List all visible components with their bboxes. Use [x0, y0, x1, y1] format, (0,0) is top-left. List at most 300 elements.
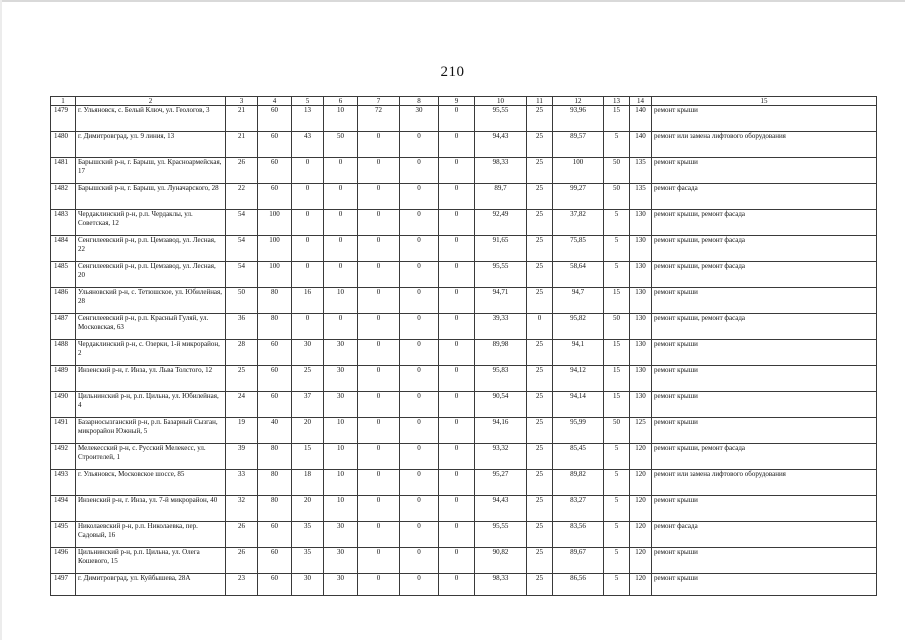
total-score: 125 [630, 418, 652, 444]
cell-col7: 0 [358, 444, 400, 470]
cell-col3: 39 [226, 444, 258, 470]
cell-col3: 25 [226, 366, 258, 392]
cell-col9: 0 [439, 392, 475, 418]
cell-col10: 90,82 [475, 548, 527, 574]
total-score: 130 [630, 392, 652, 418]
cell-col9: 0 [439, 210, 475, 236]
cell-col3: 21 [226, 132, 258, 158]
address: Чердаклинский р-н, р.п. Чердаклы, ул. Советская, 12 [76, 210, 226, 236]
cell-col9: 0 [439, 106, 475, 132]
cell-col8: 0 [400, 236, 439, 262]
cell-col4: 100 [258, 262, 292, 288]
total-score: 130 [630, 236, 652, 262]
cell-col4: 40 [258, 418, 292, 444]
cell-col6: 30 [324, 548, 358, 574]
cell-col10: 95,27 [475, 470, 527, 496]
cell-col6: 0 [324, 210, 358, 236]
table-row [51, 236, 877, 262]
row-number: 1481 [51, 158, 76, 184]
address: Цильнинский р-н, р.п. Цильна, ул. Олега Кошевого, 15 [76, 548, 226, 574]
cell-col3: 54 [226, 262, 258, 288]
cell-col5: 0 [292, 184, 324, 210]
work-type: ремонт или замена лифтового оборудования [652, 132, 877, 158]
cell-col13: 15 [604, 340, 630, 366]
cell-col3: 33 [226, 470, 258, 496]
column-number-2: 2 [76, 97, 226, 106]
cell-col3: 32 [226, 496, 258, 522]
cell-col6: 10 [324, 444, 358, 470]
cell-col13: 50 [604, 158, 630, 184]
cell-col6: 10 [324, 106, 358, 132]
cell-col12: 99,27 [553, 184, 604, 210]
cell-col11: 25 [527, 132, 553, 158]
cell-col8: 0 [400, 158, 439, 184]
cell-col7: 0 [358, 262, 400, 288]
cell-col6: 0 [324, 262, 358, 288]
cell-col12: 89,67 [553, 548, 604, 574]
cell-col10: 98,33 [475, 574, 527, 596]
row-number: 1486 [51, 288, 76, 314]
table-row [51, 288, 877, 314]
cell-col9: 0 [439, 158, 475, 184]
table-row [51, 548, 877, 574]
cell-col9: 0 [439, 262, 475, 288]
total-score: 130 [630, 210, 652, 236]
table-row [51, 366, 877, 392]
work-type: ремонт крыши, ремонт фасада [652, 314, 877, 340]
cell-col5: 20 [292, 418, 324, 444]
cell-col7: 0 [358, 522, 400, 548]
cell-col12: 58,64 [553, 262, 604, 288]
cell-col12: 83,56 [553, 522, 604, 548]
cell-col7: 0 [358, 392, 400, 418]
address: г. Ульяновск, с. Белый Ключ, ул. Геологов, 3 [76, 106, 226, 132]
table-row [51, 574, 877, 596]
cell-col11: 25 [527, 106, 553, 132]
cell-col7: 0 [358, 158, 400, 184]
work-type: ремонт крыши, ремонт фасада [652, 236, 877, 262]
table-body [51, 106, 877, 596]
cell-col9: 0 [439, 184, 475, 210]
cell-col11: 25 [527, 444, 553, 470]
address: г. Ульяновск, Московское шоссе, 85 [76, 470, 226, 496]
cell-col7: 0 [358, 496, 400, 522]
cell-col11: 25 [527, 496, 553, 522]
cell-col7: 0 [358, 548, 400, 574]
table-row [51, 106, 877, 132]
cell-col8: 0 [400, 496, 439, 522]
column-number-8: 8 [400, 97, 439, 106]
cell-col3: 23 [226, 574, 258, 596]
total-score: 120 [630, 444, 652, 470]
cell-col13: 5 [604, 548, 630, 574]
row-number: 1493 [51, 470, 76, 496]
cell-col12: 95,99 [553, 418, 604, 444]
cell-col4: 60 [258, 184, 292, 210]
address: Базарносызганский р-н, р.п. Базарный Сызган, микрорайон Южный, 5 [76, 418, 226, 444]
cell-col13: 5 [604, 262, 630, 288]
cell-col9: 0 [439, 132, 475, 158]
cell-col3: 54 [226, 236, 258, 262]
row-number: 1495 [51, 522, 76, 548]
cell-col8: 0 [400, 392, 439, 418]
cell-col6: 10 [324, 496, 358, 522]
cell-col8: 0 [400, 314, 439, 340]
cell-col11: 25 [527, 522, 553, 548]
cell-col12: 95,82 [553, 314, 604, 340]
cell-col9: 0 [439, 548, 475, 574]
total-score: 130 [630, 262, 652, 288]
cell-col12: 85,45 [553, 444, 604, 470]
address: г. Димитровград, ул. Куйбышева, 28А [76, 574, 226, 596]
cell-col7: 0 [358, 132, 400, 158]
cell-col11: 25 [527, 574, 553, 596]
address: Николаевский р-н, р.п. Николаевка, пер. Садовый, 16 [76, 522, 226, 548]
cell-col3: 36 [226, 314, 258, 340]
cell-col4: 100 [258, 236, 292, 262]
address: Сенгилеевский р-н, р.п. Цемзавод, ул. Лесная, 22 [76, 236, 226, 262]
cell-col9: 0 [439, 236, 475, 262]
table-row [51, 210, 877, 236]
cell-col5: 35 [292, 522, 324, 548]
cell-col13: 15 [604, 288, 630, 314]
cell-col6: 10 [324, 470, 358, 496]
cell-col9: 0 [439, 314, 475, 340]
total-score: 120 [630, 574, 652, 596]
cell-col12: 94,1 [553, 340, 604, 366]
total-score: 130 [630, 366, 652, 392]
address: Ульяновский р-н, с. Тетюшское, ул. Юбилейная, 28 [76, 288, 226, 314]
column-number-9: 9 [439, 97, 475, 106]
cell-col9: 0 [439, 522, 475, 548]
cell-col5: 18 [292, 470, 324, 496]
column-number-6: 6 [324, 97, 358, 106]
cell-col10: 90,54 [475, 392, 527, 418]
cell-col3: 26 [226, 158, 258, 184]
total-score: 130 [630, 340, 652, 366]
row-number: 1489 [51, 366, 76, 392]
page-number: 210 [440, 64, 465, 80]
cell-col11: 25 [527, 236, 553, 262]
column-number-5: 5 [292, 97, 324, 106]
cell-col6: 30 [324, 522, 358, 548]
cell-col10: 93,32 [475, 444, 527, 470]
row-number: 1482 [51, 184, 76, 210]
cell-col11: 25 [527, 548, 553, 574]
cell-col8: 0 [400, 210, 439, 236]
cell-col12: 94,14 [553, 392, 604, 418]
row-number: 1483 [51, 210, 76, 236]
cell-col3: 22 [226, 184, 258, 210]
cell-col6: 10 [324, 288, 358, 314]
cell-col10: 39,33 [475, 314, 527, 340]
column-number-4: 4 [258, 97, 292, 106]
cell-col13: 5 [604, 444, 630, 470]
cell-col13: 5 [604, 522, 630, 548]
column-number-15: 15 [652, 97, 877, 106]
cell-col5: 35 [292, 548, 324, 574]
cell-col9: 0 [439, 366, 475, 392]
cell-col11: 25 [527, 210, 553, 236]
cell-col4: 60 [258, 574, 292, 596]
cell-col8: 0 [400, 548, 439, 574]
total-score: 120 [630, 522, 652, 548]
address: Барышский р-н, г. Барыш, ул. Луначарского, 28 [76, 184, 226, 210]
cell-col7: 0 [358, 366, 400, 392]
total-score: 140 [630, 132, 652, 158]
cell-col13: 5 [604, 574, 630, 596]
row-number: 1487 [51, 314, 76, 340]
work-type: ремонт крыши [652, 106, 877, 132]
cell-col12: 86,56 [553, 574, 604, 596]
table-row [51, 470, 877, 496]
cell-col11: 25 [527, 288, 553, 314]
cell-col11: 25 [527, 392, 553, 418]
cell-col13: 15 [604, 106, 630, 132]
cell-col4: 80 [258, 314, 292, 340]
cell-col3: 50 [226, 288, 258, 314]
cell-col9: 0 [439, 340, 475, 366]
cell-col7: 0 [358, 314, 400, 340]
cell-col10: 94,43 [475, 496, 527, 522]
cell-col4: 60 [258, 158, 292, 184]
cell-col9: 0 [439, 496, 475, 522]
cell-col10: 95,55 [475, 262, 527, 288]
cell-col11: 25 [527, 158, 553, 184]
cell-col13: 5 [604, 132, 630, 158]
cell-col6: 10 [324, 418, 358, 444]
cell-col7: 0 [358, 340, 400, 366]
cell-col11: 25 [527, 418, 553, 444]
row-number: 1479 [51, 106, 76, 132]
work-type: ремонт крыши [652, 340, 877, 366]
cell-col3: 26 [226, 522, 258, 548]
row-number: 1485 [51, 262, 76, 288]
cell-col5: 30 [292, 574, 324, 596]
cell-col9: 0 [439, 574, 475, 596]
cell-col4: 60 [258, 522, 292, 548]
cell-col6: 30 [324, 574, 358, 596]
register-table [50, 96, 877, 596]
cell-col4: 60 [258, 392, 292, 418]
address: Инзенский р-н, г. Инза, ул. 7-й микрорайон, 40 [76, 496, 226, 522]
cell-col4: 100 [258, 210, 292, 236]
cell-col6: 30 [324, 340, 358, 366]
cell-col7: 0 [358, 418, 400, 444]
row-number: 1488 [51, 340, 76, 366]
cell-col4: 60 [258, 366, 292, 392]
address: г. Димитровград, ул. 9 линия, 13 [76, 132, 226, 158]
address: Мелекесский р-н, с. Русский Мелекесс, ул. Строителей, 1 [76, 444, 226, 470]
cell-col8: 30 [400, 106, 439, 132]
cell-col12: 83,27 [553, 496, 604, 522]
work-type: ремонт крыши [652, 548, 877, 574]
address: Сенгилеевский р-н, р.п. Цемзавод, ул. Лесная, 20 [76, 262, 226, 288]
work-type: ремонт крыши [652, 418, 877, 444]
table-row [51, 444, 877, 470]
work-type: ремонт фасада [652, 184, 877, 210]
cell-col3: 28 [226, 340, 258, 366]
total-score: 135 [630, 158, 652, 184]
cell-col9: 0 [439, 444, 475, 470]
cell-col10: 92,49 [475, 210, 527, 236]
cell-col4: 60 [258, 340, 292, 366]
cell-col7: 0 [358, 470, 400, 496]
cell-col4: 60 [258, 548, 292, 574]
column-number-row [51, 97, 877, 106]
cell-col8: 0 [400, 288, 439, 314]
work-type: ремонт крыши [652, 366, 877, 392]
table-row [51, 262, 877, 288]
column-number-14: 14 [630, 97, 652, 106]
cell-col5: 37 [292, 392, 324, 418]
table-row [51, 132, 877, 158]
column-number-1: 1 [51, 97, 76, 106]
work-type: ремонт крыши [652, 392, 877, 418]
row-number: 1492 [51, 444, 76, 470]
cell-col11: 25 [527, 470, 553, 496]
work-type: ремонт крыши [652, 158, 877, 184]
table-row [51, 392, 877, 418]
column-number-3: 3 [226, 97, 258, 106]
cell-col8: 0 [400, 444, 439, 470]
cell-col8: 0 [400, 574, 439, 596]
cell-col10: 95,55 [475, 106, 527, 132]
total-score: 120 [630, 496, 652, 522]
cell-col7: 0 [358, 210, 400, 236]
cell-col10: 89,98 [475, 340, 527, 366]
cell-col12: 89,57 [553, 132, 604, 158]
cell-col10: 98,33 [475, 158, 527, 184]
cell-col8: 0 [400, 262, 439, 288]
work-type: ремонт крыши, ремонт фасада [652, 262, 877, 288]
cell-col11: 25 [527, 262, 553, 288]
work-type: ремонт крыши, ремонт фасада [652, 210, 877, 236]
cell-col7: 0 [358, 288, 400, 314]
cell-col10: 94,43 [475, 132, 527, 158]
column-number-10: 10 [475, 97, 527, 106]
cell-col8: 0 [400, 340, 439, 366]
cell-col6: 30 [324, 392, 358, 418]
cell-col5: 13 [292, 106, 324, 132]
cell-col5: 0 [292, 236, 324, 262]
cell-col6: 0 [324, 236, 358, 262]
cell-col12: 89,82 [553, 470, 604, 496]
cell-col12: 93,96 [553, 106, 604, 132]
cell-col5: 16 [292, 288, 324, 314]
table-row [51, 314, 877, 340]
cell-col9: 0 [439, 288, 475, 314]
cell-col13: 50 [604, 418, 630, 444]
cell-col11: 25 [527, 340, 553, 366]
cell-col13: 50 [604, 184, 630, 210]
cell-col4: 80 [258, 288, 292, 314]
cell-col6: 0 [324, 314, 358, 340]
cell-col7: 0 [358, 574, 400, 596]
row-number: 1491 [51, 418, 76, 444]
cell-col13: 5 [604, 470, 630, 496]
address: Цильнинский р-н, р.п. Цильна, ул. Юбилейная, 4 [76, 392, 226, 418]
table-row [51, 496, 877, 522]
cell-col4: 60 [258, 132, 292, 158]
total-score: 130 [630, 288, 652, 314]
cell-col10: 94,16 [475, 418, 527, 444]
cell-col3: 19 [226, 418, 258, 444]
cell-col13: 15 [604, 366, 630, 392]
cell-col11: 25 [527, 366, 553, 392]
cell-col5: 20 [292, 496, 324, 522]
row-number: 1480 [51, 132, 76, 158]
cell-col7: 0 [358, 236, 400, 262]
cell-col10: 91,65 [475, 236, 527, 262]
cell-col4: 60 [258, 106, 292, 132]
cell-col5: 30 [292, 340, 324, 366]
scan-border-left [0, 0, 2, 640]
cell-col5: 0 [292, 210, 324, 236]
row-number: 1497 [51, 574, 76, 596]
total-score: 140 [630, 106, 652, 132]
cell-col6: 50 [324, 132, 358, 158]
cell-col5: 0 [292, 158, 324, 184]
table-row [51, 418, 877, 444]
cell-col6: 0 [324, 158, 358, 184]
work-type: ремонт крыши [652, 288, 877, 314]
cell-col13: 5 [604, 496, 630, 522]
cell-col8: 0 [400, 184, 439, 210]
cell-col8: 0 [400, 132, 439, 158]
cell-col11: 25 [527, 184, 553, 210]
total-score: 130 [630, 314, 652, 340]
cell-col8: 0 [400, 418, 439, 444]
table-row [51, 158, 877, 184]
cell-col13: 15 [604, 392, 630, 418]
cell-col5: 15 [292, 444, 324, 470]
cell-col8: 0 [400, 366, 439, 392]
cell-col5: 25 [292, 366, 324, 392]
cell-col13: 5 [604, 210, 630, 236]
cell-col5: 0 [292, 314, 324, 340]
cell-col4: 80 [258, 444, 292, 470]
address: Инзенский р-н, г. Инза, ул. Льва Толстого, 12 [76, 366, 226, 392]
work-type: ремонт фасада [652, 522, 877, 548]
total-score: 135 [630, 184, 652, 210]
column-number-11: 11 [527, 97, 553, 106]
cell-col10: 95,55 [475, 522, 527, 548]
cell-col13: 50 [604, 314, 630, 340]
cell-col5: 43 [292, 132, 324, 158]
cell-col11: 0 [527, 314, 553, 340]
work-type: ремонт крыши [652, 574, 877, 596]
cell-col10: 94,71 [475, 288, 527, 314]
table-row [51, 340, 877, 366]
row-number: 1494 [51, 496, 76, 522]
column-number-13: 13 [604, 97, 630, 106]
cell-col6: 0 [324, 184, 358, 210]
cell-col12: 100 [553, 158, 604, 184]
cell-col12: 94,12 [553, 366, 604, 392]
cell-col3: 21 [226, 106, 258, 132]
cell-col13: 5 [604, 236, 630, 262]
address: Сенгилеевский р-н, р.п. Красный Гуляй, ул. Московская, 63 [76, 314, 226, 340]
work-type: ремонт крыши [652, 496, 877, 522]
row-number: 1484 [51, 236, 76, 262]
work-type: ремонт крыши, ремонт фасада [652, 444, 877, 470]
cell-col3: 26 [226, 548, 258, 574]
total-score: 120 [630, 470, 652, 496]
cell-col3: 24 [226, 392, 258, 418]
cell-col9: 0 [439, 470, 475, 496]
cell-col12: 37,82 [553, 210, 604, 236]
